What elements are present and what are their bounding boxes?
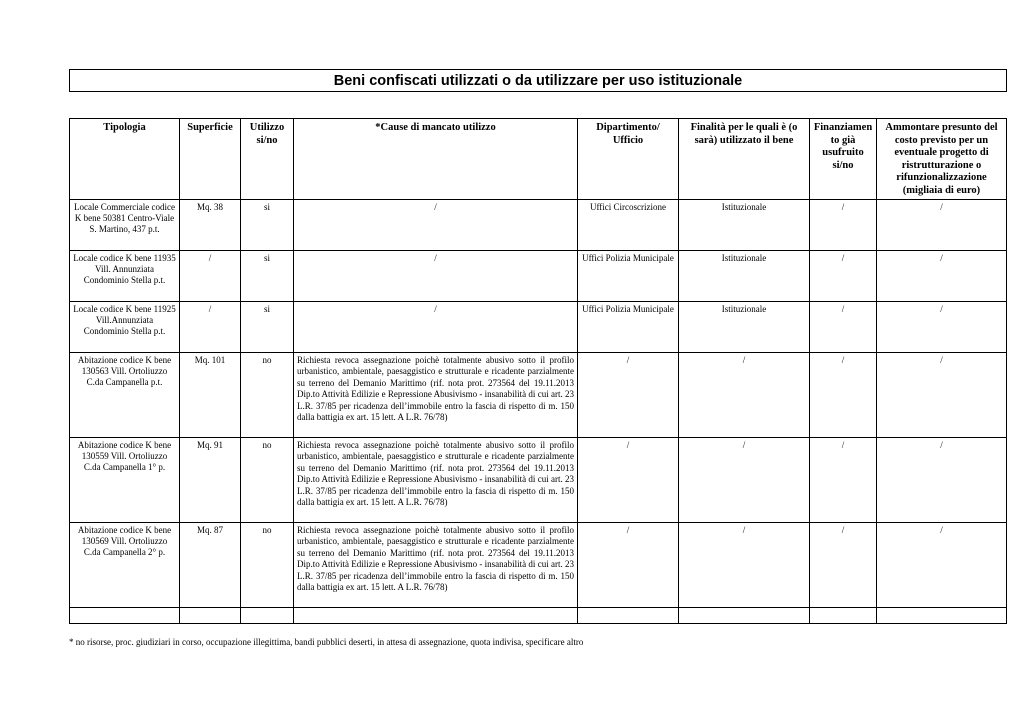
beni-table <box>69 118 1007 624</box>
header-tipologia: Tipologia <box>70 119 180 200</box>
table-row <box>70 353 1007 438</box>
cell-finanziamento: / <box>810 523 877 608</box>
cell-superficie: / <box>180 302 241 353</box>
cell-tipologia: Abitazione codice K bene 130563 Vill. Ortoliuzzo C.da Campanella p.t. <box>70 353 180 438</box>
cell-finalita: / <box>679 523 810 608</box>
cell-finalita: Istituzionale <box>679 251 810 302</box>
header-ammontare: Ammontare presunto del costo previsto per un eventuale progetto di ristrutturazione o rifunzionalizzazione (migliaia di euro) <box>877 119 1007 200</box>
empty-cell <box>70 608 180 624</box>
cell-utilizzo: no <box>241 353 294 438</box>
cell-tipologia: Locale codice K bene 11925 Vill.Annunziata Condominio Stella p.t. <box>70 302 180 353</box>
page-title: Beni confiscati utilizzati o da utilizzare per uso istituzionale <box>333 72 743 89</box>
table-row <box>70 438 1007 523</box>
empty-cell <box>241 608 294 624</box>
empty-cell <box>679 608 810 624</box>
empty-row <box>70 608 1007 624</box>
cell-ammontare: / <box>877 353 1007 438</box>
header-finalita: Finalità per le quali è (o sarà) utilizzato il bene <box>679 119 810 200</box>
table-row <box>70 251 1007 302</box>
empty-cell <box>294 608 578 624</box>
table-row <box>70 200 1007 251</box>
cell-ammontare: / <box>877 523 1007 608</box>
cell-cause: Richiesta revoca assegnazione poichè totalmente abusivo sotto il profilo urbanistico, ambientale, paesaggistico e strutturale e ricadente parzialmente su terreno del Demanio Marittimo (rif. nota prot. 273564 del 19.11.2013 Dip.to Attività Edilizie e Repressione Abusivismo - insanabilità di cui art. 23 L.R. 37/85 per ricadenza dell’immobile entro la fascia di rispetto di m. 150 dalla battigia ex art. 15 lett. A L.R. 76/78) <box>294 353 578 438</box>
cell-superficie: Mq. 38 <box>180 200 241 251</box>
header-finanziamento: Finanziamen to già usufruito si/no <box>810 119 877 200</box>
cell-cause: / <box>294 200 578 251</box>
cell-finalita: / <box>679 353 810 438</box>
empty-cell <box>877 608 1007 624</box>
cell-tipologia: Locale Commerciale codice K bene 50381 Centro-Viale S. Martino, 437 p.t. <box>70 200 180 251</box>
cell-finalita: Istituzionale <box>679 302 810 353</box>
cell-dipartimento: Uffici Polizia Municipale <box>578 251 679 302</box>
cell-tipologia: Locale codice K bene 11935 Vill. Annunziata Condominio Stella p.t. <box>70 251 180 302</box>
cell-cause: / <box>294 302 578 353</box>
cell-superficie: Mq. 91 <box>180 438 241 523</box>
cell-finalita: / <box>679 438 810 523</box>
table-row <box>70 523 1007 608</box>
cell-utilizzo: no <box>241 523 294 608</box>
cell-finanziamento: / <box>810 200 877 251</box>
header-row <box>70 119 1007 200</box>
cell-ammontare: / <box>877 302 1007 353</box>
cell-dipartimento: / <box>578 523 679 608</box>
cell-tipologia: Abitazione codice K bene 130569 Vill. Ortoliuzzo C.da Campanella 2° p. <box>70 523 180 608</box>
cell-ammontare: / <box>877 251 1007 302</box>
header-utilizzo: Utilizzo si/no <box>241 119 294 200</box>
cell-utilizzo: si <box>241 200 294 251</box>
cell-dipartimento: Uffici Polizia Municipale <box>578 302 679 353</box>
cell-dipartimento: / <box>578 353 679 438</box>
empty-cell <box>810 608 877 624</box>
cell-utilizzo: no <box>241 438 294 523</box>
cell-cause: Richiesta revoca assegnazione poichè totalmente abusivo sotto il profilo urbanistico, ambientale, paesaggistico e strutturale e ricadente parzialmente su terreno del Demanio Marittimo (rif. nota prot. 273564 del 19.11.2013 Dip.to Attività Edilizie e Repressione Abusivismo - insanabilità di cui art. 23 L.R. 37/85 per ricadenza dell’immobile entro la fascia di rispetto di m. 150 dalla battigia ex art. 15 lett. A L.R. 76/78) <box>294 438 578 523</box>
cell-superficie: Mq. 87 <box>180 523 241 608</box>
cell-superficie: Mq. 101 <box>180 353 241 438</box>
cell-finanziamento: / <box>810 251 877 302</box>
cell-utilizzo: si <box>241 251 294 302</box>
footnote: * no risorse, proc. giudiziari in corso, occupazione illegittima, bandi pubblici deserti, in attesa di assegnazione, quota indivisa, specificare altro <box>69 637 584 647</box>
table-row <box>70 302 1007 353</box>
empty-cell <box>578 608 679 624</box>
cell-dipartimento: / <box>578 438 679 523</box>
cell-superficie: / <box>180 251 241 302</box>
header-dipartimento: Dipartimento/ Ufficio <box>578 119 679 200</box>
header-superficie: Superficie <box>180 119 241 200</box>
cell-finanziamento: / <box>810 353 877 438</box>
cell-finanziamento: / <box>810 438 877 523</box>
cell-finalita: Istituzionale <box>679 200 810 251</box>
header-cause: *Cause di mancato utilizzo <box>294 119 578 200</box>
cell-cause: / <box>294 251 578 302</box>
cell-finanziamento: / <box>810 302 877 353</box>
cell-utilizzo: si <box>241 302 294 353</box>
empty-cell <box>180 608 241 624</box>
cell-dipartimento: Uffici Circoscrizione <box>578 200 679 251</box>
title-box <box>69 69 1007 92</box>
cell-tipologia: Abitazione codice K bene 130559 Vill. Ortoliuzzo C.da Campanella 1° p. <box>70 438 180 523</box>
cell-ammontare: / <box>877 200 1007 251</box>
cell-cause: Richiesta revoca assegnazione poichè totalmente abusivo sotto il profilo urbanistico, ambientale, paesaggistico e strutturale e ricadente parzialmente su terreno del Demanio Marittimo (rif. nota prot. 273564 del 19.11.2013 Dip.to Attività Edilizie e Repressione Abusivismo - insanabilità di cui art. 23 L.R. 37/85 per ricadenza dell’immobile entro la fascia di rispetto di m. 150 dalla battigia ex art. 15 lett. A L.R. 76/78) <box>294 523 578 608</box>
cell-ammontare: / <box>877 438 1007 523</box>
